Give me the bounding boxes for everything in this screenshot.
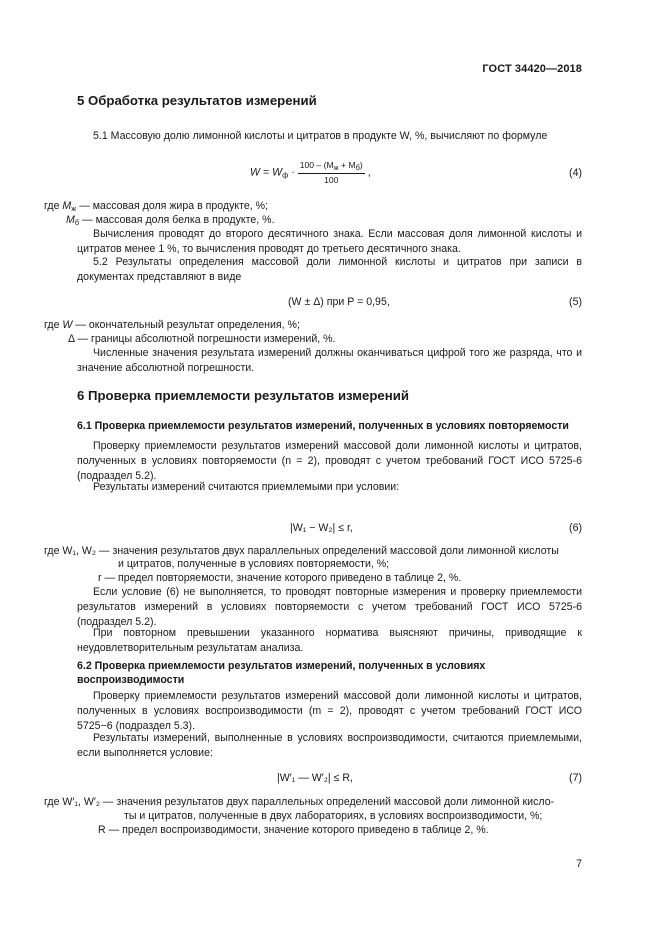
formula-4-numerator: $100 - (M_ж + M_б)$ [299,160,363,172]
paragraph-6-1-1: Проверку приемлемости результатов измерений массовой доли лимонной кислоты и цитратов, полученных в условиях повторяемости (n = 2), проводят с учетом требований ГОСТ ИСО 5725-6 (подраздел 5.2). [77,440,582,483]
where-r-line: r — предел повторяемости, значение которого приведено в таблице 2, %. [98,572,462,584]
where-mj-line: где $M_ж$ — массовая доля жира в продукте, %; [44,200,269,213]
equation-number-5: (5) [569,296,582,308]
formula-4-eq: = [262,166,270,179]
paragraph-6-1-2: Результаты измерений считаются приемлемыми при условии: [93,481,400,493]
standard-header: ГОСТ 34420—2018 [482,63,582,75]
paragraph-6-2-2: Результаты измерений, выполненные в условиях воспроизводимости, считаются приемлемыми, если выполняется условие: [77,732,582,760]
section-6-1-title: 6.1 Проверка приемлемости результатов измерений, полученных в условиях повторяемости [77,420,569,432]
formula-4-lhs: W [250,166,260,179]
formula-7: |W′₁ — W′₂| ≤ R, [277,772,353,784]
section-6-title: 6 Проверка приемлемости результатов измерений [77,388,409,403]
formula-4-denominator: 100 [324,175,339,185]
formula-4-fraction [298,160,365,185]
where-w-line: где W — окончательный результат определения, %; [44,319,300,331]
formula-6: |W₁ − W₂| ≤ r, [290,522,353,534]
formula-4-wf: W [272,166,283,179]
paragraph-5-1: 5.1 Массовую долю лимонной кислоты и цитратов в продукте W, %, вычисляют по формуле [93,130,548,142]
where-w1-w2-line-2: и цитратов, полученные в условиях повторяемости, %; [118,558,390,570]
paragraph-5-2: 5.2 Результаты определения массовой доли лимонной кислоты и цитратов при записи в документах представляют в виде [77,256,582,284]
paragraph-6-1-4: При повторном превышении указанного норматива выясняют причины, приводящие к неудовлетворительным результатам анализа. [77,627,582,655]
formula-4-wf-sub: ф [282,170,289,180]
where-R-line: R — предел воспроизводимости, значение которого приведено в таблице 2, %. [98,824,489,836]
equation-number-4: (4) [569,167,582,179]
paragraph-calc: Вычисления проводят до второго десятичного знака. Если массовая доля лимонной кислоты и цитратов менее 1 %, то вычисления проводят до третьего десятичного знака. [77,228,582,256]
paragraph-numeric: Численные значения результата измерений должны оканчиваться цифрой того же разряда, что и значение абсолютной погрешности. [77,347,582,375]
where-delta-line: Δ — границы абсолютной погрешности измерений, %. [68,333,336,345]
section-5-title: 5 Обработка результатов измерений [77,93,317,108]
formula-5: (W ± Δ) при P = 0,95, [288,296,390,308]
formula-4-tail: , [367,166,371,179]
where-w1p-w2p-line-2: ты и цитратов, полученные в двух лабораториях, в условиях воспроизводимости, %; [124,810,543,822]
paragraph-6-2-1: Проверку приемлемости результатов измерений массовой доли лимонной кислоты и цитратов, полученных в условиях воспроизводимости (m = 2), проводят с учетом требований ГОСТ ИСО 5725−6 (подраздел 5.3). [77,690,582,733]
equation-number-7: (7) [569,772,582,784]
paragraph-6-1-3: Если условие (6) не выполняется, то проводят повторные измерения и проверку приемлемости результатов измерений в условиях повторяемости с учетом требований ГОСТ ИСО 5725-6 (подраздел 5.2). [77,586,582,629]
where-mb-line: $M_б$ — массовая доля белка в продукте, %. [66,214,275,227]
formula-4 [250,160,371,185]
formula-4-dot: · [291,166,295,179]
section-6-2-title: 6.2 Проверка приемлемости результатов измерений, полученных в условиях воспроизводимости [77,660,486,686]
page-number: 7 [576,858,582,870]
where-w1p-w2p-line: где W′₁, W′₂ — значения результатов двух параллельных определений массовой доли лимонной кисло- [44,796,555,808]
equation-number-6: (6) [569,522,582,534]
where-w1-w2-line: где W₁, W₂ — значения результатов двух параллельных определений массовой доли лимонной кислоты [44,545,559,557]
